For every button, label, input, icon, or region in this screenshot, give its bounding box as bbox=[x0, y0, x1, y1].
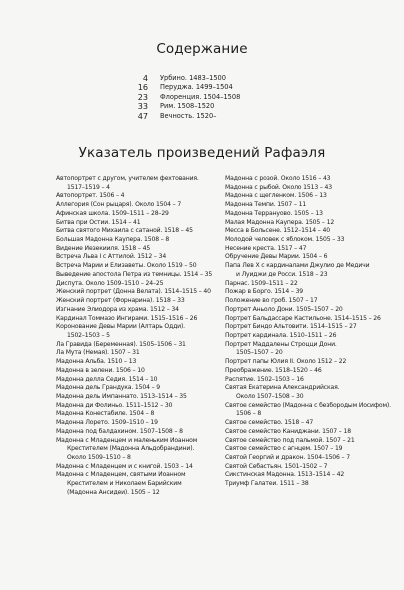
index-entry: Мадонна под балдахином. 1507–1508 – 8 bbox=[56, 427, 183, 435]
index-entry: Триумф Галатеи. 1511 – 38 bbox=[225, 480, 309, 488]
index-entry-continuation: и Луиджи де Росси. 1518 – 23 bbox=[236, 270, 328, 278]
index-entry-continuation: Крестителем (Мадонна Альдобрандини). bbox=[67, 445, 195, 453]
toc-heading: Содержание bbox=[156, 41, 248, 57]
index-entry: Выведение апостола Петра из темницы. 1514 – 35 bbox=[56, 270, 213, 278]
index-entry: Портрет Биндо Альтовити. 1514–1515 – 27 bbox=[225, 323, 357, 331]
index-entry-continuation: Около 1507–1508 – 30 bbox=[236, 392, 304, 400]
index-entry: Женский портрет (Форнарина). 1518 – 33 bbox=[56, 297, 185, 305]
index-entry: Святое семейство под пальмой. 1507 – 21 bbox=[225, 436, 355, 444]
index-entry: Большая Мадонна Каупера. 1508 – 8 bbox=[56, 236, 170, 244]
index-entry-continuation: Крестителем и Николаем Барийским bbox=[67, 480, 182, 488]
toc-chapter-title: Флоренция. 1504–1508 bbox=[160, 92, 241, 101]
index-entry: Коронование Девы Марии (Алтарь Одди). bbox=[56, 323, 185, 331]
index-entry: Сикстинская Мадонна. 1513–1514 – 42 bbox=[225, 471, 345, 479]
index-entry: Святое семейство (Мадонна с безбородым Иосифом). bbox=[225, 401, 391, 409]
index-entry: Афинская школа. 1509–1511 – 28–29 bbox=[56, 209, 169, 217]
index-entry: Месса в Больсене. 1512–1514 – 40 bbox=[225, 227, 330, 235]
index-entry: Папа Лев X с кардиналами Джулио де Медичи bbox=[225, 262, 370, 270]
index-entry: Святое семейство. 1518 – 47 bbox=[225, 419, 314, 427]
index-entry: Мадонна Террануово. 1505 – 13 bbox=[225, 209, 323, 217]
index-entry-continuation: (Мадонна Ансидеи). 1505 – 12 bbox=[67, 488, 160, 496]
index-entry: Мадонна Темпи. 1507 – 11 bbox=[225, 201, 307, 209]
toc-page-number: 47 bbox=[137, 110, 148, 121]
index-entry: Портрет Маддалены Строцци Дони. bbox=[225, 340, 337, 348]
index-entry-continuation: 1505–1507 – 20 bbox=[236, 349, 283, 357]
index-entry: Изгнание Элиодора из храма. 1512 – 34 bbox=[56, 305, 179, 313]
index-entry: Портрет Аньоло Дони. 1505–1507 – 20 bbox=[225, 305, 343, 313]
index-heading: Указатель произведений Рафаэля bbox=[78, 145, 326, 161]
index-entry: Ла Мута (Немая). 1507 – 31 bbox=[56, 349, 140, 357]
index-entry: Портрет папы Юлия II. Около 1512 – 22 bbox=[225, 358, 347, 366]
toc-page-number: 16 bbox=[137, 82, 148, 93]
index-entry: Портрет Бальдассаре Кастильоне. 1514–1515 – 26 bbox=[225, 314, 381, 322]
index-entry-continuation: 1506 – 8 bbox=[236, 410, 262, 418]
index-entry: Парнас. 1509–1511 – 22 bbox=[225, 279, 298, 287]
index-entry: Мадонна ди Фолиньо. 1511–1512 – 30 bbox=[56, 401, 173, 409]
toc-chapter-title: Вечность. 1520– bbox=[160, 111, 217, 120]
index-entry: Преображение. 1518–1520 – 46 bbox=[225, 366, 322, 374]
index-column-left bbox=[56, 175, 214, 498]
index-entry: Битва при Остии. 1514 – 41 bbox=[56, 218, 141, 226]
toc-page-number: 4 bbox=[142, 73, 148, 83]
index-entry-continuation: Около 1509–1510 – 8 bbox=[67, 454, 131, 461]
index-entry: Мадонна с розой. Около 1516 – 43 bbox=[225, 175, 331, 182]
index-entry: Мадонна с рыбой. Около 1513 – 43 bbox=[225, 183, 333, 191]
index-entry: Автопортрет. 1506 – 4 bbox=[56, 192, 125, 200]
index-entry: Диспута. Около 1509–1510 – 24–25 bbox=[56, 279, 164, 287]
index-entry: Положение во гроб. 1507 – 17 bbox=[225, 297, 318, 305]
index-entry-continuation: 1502–1503 – 5 bbox=[67, 331, 110, 339]
index-entry: Мадонна с Младенцем, святыми Иоанном bbox=[56, 471, 186, 479]
index-entry: Мадонна в зелени. 1506 – 10 bbox=[56, 366, 145, 374]
index-entry: Молодой человек с яблоком. 1505 – 33 bbox=[225, 236, 345, 244]
index-entry: Ла Гравида (Беременная). 1505–1506 – 31 bbox=[56, 340, 186, 348]
index-entry: Пожар в Борго. 1514 – 39 bbox=[225, 288, 304, 296]
index-entry: Мадонна дель Грандука. 1504 – 9 bbox=[56, 384, 161, 392]
toc-page-number: 33 bbox=[137, 101, 148, 112]
index-entry: Аллегория (Сон рыцаря). Около 1504 – 7 bbox=[56, 201, 182, 209]
index-entry: Битва святого Михаила с сатаной. 1518 – 45 bbox=[56, 227, 193, 235]
index-entry: Мадонна Альба. 1510 – 13 bbox=[56, 358, 137, 366]
toc-chapter-title: Рим. 1508–1520 bbox=[160, 102, 215, 111]
index-entry: Мадонна с Младенцем и маленьким Иоанном bbox=[56, 436, 198, 444]
index-entry: Автопортрет с другом, учителем фехтования. bbox=[56, 175, 199, 182]
index-entry: Портрет кардинала. 1510–1511 – 26 bbox=[225, 331, 337, 339]
index-entry: Распятие. 1502–1503 – 16 bbox=[225, 375, 304, 383]
index-entry: Мадонна с Младенцем и с книгой. 1503 – 14 bbox=[56, 462, 193, 470]
index-entry: Святое семейство Каниджани. 1507 – 18 bbox=[225, 427, 351, 435]
index-entry: Встреча Льва I с Аттилой. 1512 – 34 bbox=[56, 253, 167, 261]
index-entry: Малая Мадонна Каупера. 1505 – 12 bbox=[225, 218, 335, 226]
index-column-right bbox=[225, 175, 391, 489]
index-entry: Мадонна делла Седия. 1514 – 10 bbox=[56, 375, 158, 383]
toc-chapter-title: Перуджа. 1499–1504 bbox=[160, 83, 233, 92]
toc-chapter-title: Урбино. 1483–1500 bbox=[160, 74, 226, 82]
index-entry: Святой Себастьян. 1501–1502 – 7 bbox=[225, 462, 328, 470]
index-entry: Кардинал Томмазо Ингирами. 1515–1516 – 26 bbox=[56, 314, 198, 322]
index-entry: Святая Екатерина Александрийская. bbox=[225, 384, 340, 392]
index-entry: Мадонна Лорето. 1509–1510 – 19 bbox=[56, 419, 158, 427]
index-entry: Мадонна с щегленком. 1506 – 13 bbox=[225, 192, 327, 200]
index-entry: Женский портрет (Донна Велата). 1514–1515 – 40 bbox=[56, 288, 211, 296]
index-entry-continuation: 1517–1519 – 4 bbox=[67, 183, 110, 191]
index-entry: Святой Георгий и дракон. 1504–1506 – 7 bbox=[225, 454, 350, 461]
toc-item[interactable] bbox=[130, 112, 240, 121]
index-entry: Мадонна дель Импаннато. 1513–1514 – 35 bbox=[56, 392, 187, 400]
index-entry: Видение Иезекииля. 1518 – 45 bbox=[56, 244, 151, 252]
index-entry: Святое семейство с агнцем. 1507 – 19 bbox=[225, 445, 343, 453]
toc-page-number: 23 bbox=[137, 91, 148, 102]
index-entry: Встреча Марии и Елизаветы. Около 1519 – 50 bbox=[56, 262, 197, 270]
index-entry: Несение креста. 1517 – 47 bbox=[225, 244, 307, 252]
toc-list bbox=[130, 74, 240, 121]
index-entry: Обручение Девы Марии. 1504 – 6 bbox=[225, 253, 328, 261]
index-entry: Мадонна Конестабиле. 1504 – 8 bbox=[56, 410, 155, 418]
